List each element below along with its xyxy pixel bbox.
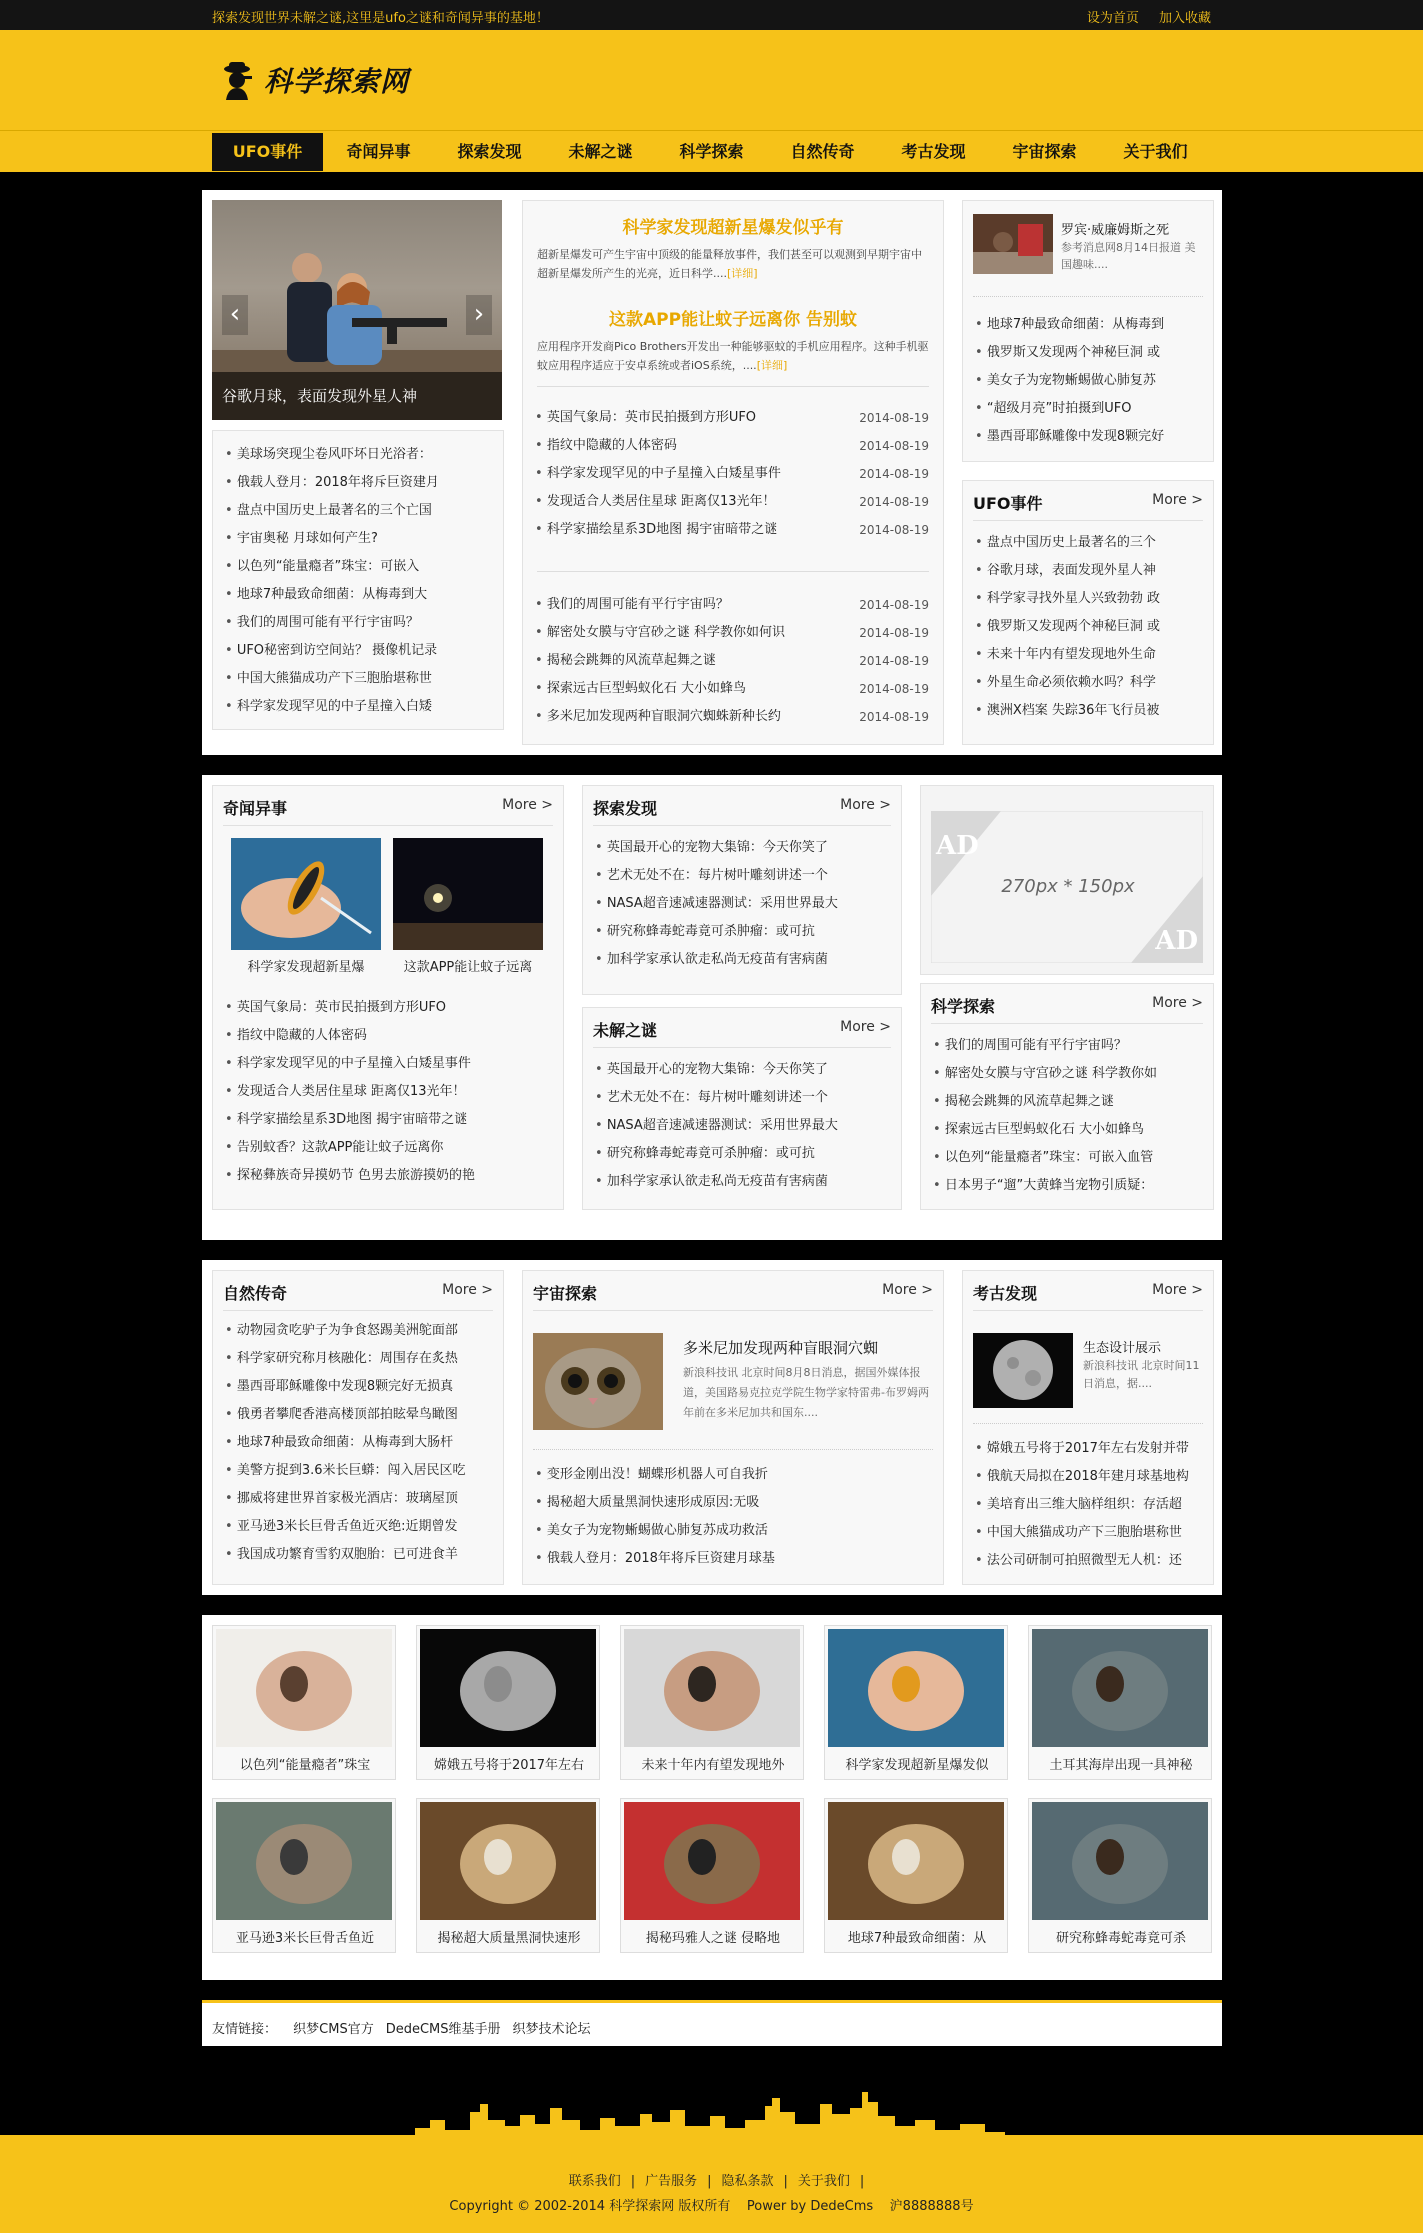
yuzhou-more-link[interactable]: More > [882, 1282, 933, 1298]
yuzhou-title: 宇宙探索 [533, 1284, 598, 1303]
footer-link[interactable]: 关于我们 [797, 2174, 850, 2189]
headline-desc [537, 245, 931, 283]
headline-box [522, 200, 944, 745]
city-skyline [0, 2090, 1423, 2136]
list-item[interactable]: • 以色列“能量瘾者”珠宝：可嵌入血管 [933, 1144, 1203, 1172]
list-item-title[interactable]: 多米尼加发现两种盲眼洞穴蜘蛛新种长约 [546, 709, 781, 724]
list-item[interactable]: • 美女子为宠物蜥蜴做心肺复苏 [975, 367, 1203, 395]
footer-link[interactable]: 隐私条款 [721, 2174, 774, 2189]
headline-more-link[interactable]: [详细] [756, 359, 788, 372]
weijie-box [582, 1007, 902, 1210]
list-item[interactable]: • 挪威将建世界首家极光酒店：玻璃屋顶 [225, 1485, 493, 1513]
list-item[interactable] [535, 703, 929, 731]
slider[interactable] [212, 200, 502, 420]
list-item[interactable]: • 艺术无处不在：每片树叶雕刻讲述一个 [595, 1084, 891, 1112]
gallery-caption[interactable]: 研究称蜂毒蛇毒竟可杀 [1055, 1931, 1186, 1946]
gallery-image [216, 1802, 392, 1920]
list-item-date: • 2014-08-19 [859, 411, 929, 425]
gallery-item[interactable] [212, 1798, 396, 1953]
gallery-item[interactable] [1028, 1798, 1212, 1953]
list-item[interactable] [535, 488, 929, 516]
gallery-item[interactable] [620, 1625, 804, 1780]
footer [0, 2135, 1423, 2233]
gallery-item[interactable] [824, 1625, 1008, 1780]
qiwen-pic-2[interactable] [393, 838, 543, 950]
gallery-caption[interactable]: 土耳其海岸出现一具神秘 [1049, 1758, 1193, 1773]
footer-link[interactable]: 广告服务 [645, 2174, 698, 2189]
gallery-image [828, 1629, 1004, 1747]
slider-prev-icon[interactable]: ‹ [222, 295, 248, 335]
gallery-item[interactable] [212, 1625, 396, 1780]
nav-item[interactable]: UFO事件 [212, 133, 323, 171]
tansuo-box [582, 785, 902, 995]
nav-item[interactable]: 考古发现 [901, 142, 966, 161]
gallery-image [1032, 1629, 1208, 1747]
kaogu-feature-image[interactable] [973, 1333, 1073, 1408]
gallery-caption[interactable]: 地球7种最致命细菌：从 [847, 1931, 987, 1946]
list-item[interactable]: • 科学家发现罕见的中子星撞入白矮星事件 [225, 1050, 553, 1078]
qiwen-caption-1[interactable]: 科学家发现超新星爆 [247, 960, 365, 975]
list-item[interactable]: • 我国成功繁育雪豹双胞胎：已可进食羊 [225, 1541, 493, 1569]
list-item-date: • 2014-08-19 [859, 598, 929, 612]
list-item[interactable]: • 外星生命必须依赖水吗？科学 [975, 669, 1203, 697]
list-item[interactable]: • 美警方捉到3.6米长巨蟒：闯入居民区吃 [225, 1457, 493, 1485]
list-item[interactable]: • 以色列“能量瘾者”珠宝：可嵌入 [225, 553, 493, 581]
list-item[interactable] [535, 675, 929, 703]
list-item[interactable]: • 地球7种最致命细菌：从梅毒到大肠杆 [225, 1429, 493, 1457]
footer-link[interactable]: 联系我们 [568, 2174, 621, 2189]
gallery-caption[interactable]: 未来十年内有望发现地外 [641, 1758, 785, 1773]
kaogu-feature-desc: 新浪科技讯 北京时间11日消息，据.... [1083, 1359, 1200, 1390]
friend-link[interactable]: DedeCMS维基手册 [385, 2022, 501, 2037]
list-item[interactable]: • 中国大熊猫成功产下三胞胎堪称世 [225, 665, 493, 693]
list-item[interactable]: • 俄罗斯又发现两个神秘巨洞 或 [975, 613, 1203, 641]
ziran-more-link[interactable]: More > [442, 1282, 493, 1298]
friend-links-label: 友情链接： [212, 2022, 278, 2037]
list-item-title[interactable]: 指纹中隐藏的人体密码 [546, 438, 677, 453]
list-item[interactable]: • 我们的周围可能有平行宇宙吗？ [225, 609, 493, 637]
nav-item[interactable]: 关于我们 [1123, 142, 1188, 161]
add-favorite-link[interactable]: 加入收藏 [1158, 11, 1211, 26]
list-item[interactable]: • 盘点中国历史上最著名的三个亡国 [225, 497, 493, 525]
section-3 [202, 1260, 1222, 1595]
list-item[interactable]: • 美女子为宠物蜥蜴做心肺复苏成功救活 [535, 1517, 933, 1545]
list-item[interactable]: • 未来十年内有望发现地外生命 [975, 641, 1203, 669]
right-top-desc: 参考消息网8月14日报道 美国趣味.... [1061, 241, 1196, 271]
ufo-more-link[interactable]: More > [1152, 492, 1203, 508]
ad-size-text: 270px * 150px [1001, 876, 1135, 897]
nav-item[interactable]: 宇宙探索 [1012, 142, 1077, 161]
gallery-caption[interactable]: 揭秘玛雅人之谜 侵略地 [645, 1931, 781, 1946]
yuzhou-feature-image[interactable] [533, 1333, 663, 1430]
right-top-box [962, 200, 1214, 462]
list-item-title[interactable]: 发现适合人类居住星球 距离仅13光年！ [546, 494, 776, 509]
gallery-item[interactable] [1028, 1625, 1212, 1780]
headline-title[interactable]: 这款APP能让蚊子远离你 告别蚊 [609, 310, 857, 330]
ziran-title: 自然传奇 [223, 1284, 288, 1303]
site-slogan: 探索发现世界未解之谜,这里是ufo之谜和奇闻异事的基地！ [212, 11, 549, 26]
headline-title[interactable]: 科学家发现超新星爆发似乎有 [622, 218, 844, 238]
set-home-link[interactable]: 设为首页 [1086, 11, 1139, 26]
weijie-more-link[interactable]: More > [840, 1019, 891, 1035]
list-item[interactable]: • 英国最开心的宠物大集锦：今天你笑了 [595, 834, 891, 862]
right-top-thumb[interactable] [973, 214, 1053, 274]
list-item[interactable]: • 美球场突现尘卷风吓坏日光浴者： [225, 441, 493, 469]
list-item[interactable]: • 俄载人登月：2018年将斥巨资建月 [225, 469, 493, 497]
list-item[interactable]: • 墨西哥耶稣雕像中发现8颗完好 [975, 423, 1203, 451]
list-item[interactable] [535, 591, 929, 619]
list-item-date: • 2014-08-19 [859, 523, 929, 537]
nav-item[interactable]: 未解之谜 [568, 142, 633, 161]
nav-item[interactable]: 科学探索 [679, 142, 744, 161]
ufo-title: UFO事件 [973, 494, 1043, 513]
list-item[interactable]: • 澳洲X档案 失踪36年飞行员被 [975, 697, 1203, 725]
list-item[interactable]: • 科学家寻找外星人兴致勃勃 政 [975, 585, 1203, 613]
detective-icon [220, 60, 254, 100]
list-item[interactable]: • 英国气象局：英市民拍摄到方形UFO [225, 994, 553, 1022]
headline-desc-text: 应用程序开发商Pico Brothers开发出一种能够驱蚊的手机应用程序。这种手机驱蚊应用程序适应于安卓系统或者iOS系统，.... [537, 340, 929, 372]
list-item-title[interactable]: 探索远古巨型蚂蚁化石 大小如蜂鸟 [546, 681, 746, 696]
list-item-title[interactable]: 解密处女膜与守宫砂之谜 科学教你如何识 [546, 625, 785, 640]
list-item[interactable]: • 科学家发现罕见的中子星撞入白矮 [225, 693, 493, 721]
friend-link[interactable]: 织梦CMS官方 [293, 2022, 374, 2037]
list-item[interactable]: • “超级月亮”时拍摄到UFO [975, 395, 1203, 423]
footer-separator: | [783, 2174, 788, 2189]
list-item-date: • 2014-08-19 [859, 682, 929, 696]
list-item-date: • 2014-08-19 [859, 495, 929, 509]
ziran-box [212, 1270, 504, 1585]
gallery-item[interactable] [416, 1798, 600, 1953]
kexue-box [920, 983, 1214, 1210]
list-item-title[interactable]: 我们的周围可能有平行宇宙吗？ [546, 597, 729, 612]
tansuo-more-link[interactable]: More > [840, 797, 891, 813]
list-item[interactable]: • 研究称蜂毒蛇毒竟可杀肿瘤：或可抗 [595, 918, 891, 946]
nav-item[interactable]: 自然传奇 [790, 142, 855, 161]
list-item-title[interactable]: 英国气象局：英市民拍摄到方形UFO [546, 410, 757, 425]
list-item[interactable]: • 揭秘会跳舞的风流草起舞之谜 [933, 1088, 1203, 1116]
list-item[interactable]: • 动物园贪吃驴子为争食怒踢美洲鸵面部 [225, 1317, 493, 1345]
list-item[interactable]: • 亚马逊3米长巨骨舌鱼近灭绝:近期曾发 [225, 1513, 493, 1541]
list-item[interactable]: • NASA超音速减速器测试：采用世界最大 [595, 890, 891, 918]
slider-next-icon[interactable]: › [466, 295, 492, 335]
friend-link[interactable]: 织梦技术论坛 [512, 2022, 591, 2037]
qiwen-pic-1[interactable] [231, 838, 381, 950]
qiwen-box [212, 785, 564, 1210]
ufo-box [962, 480, 1214, 745]
copyright: Copyright © 2002-2014 科学探索网 版权所有 Power by DedeCms 沪8888888号 [449, 2199, 974, 2214]
list-item[interactable]: • 科学家描绘星系3D地图 揭宇宙暗带之谜 [225, 1106, 553, 1134]
gallery-image [624, 1802, 800, 1920]
top-bar [0, 0, 1423, 30]
gallery-item[interactable] [620, 1798, 804, 1953]
left-news-box [212, 430, 504, 730]
qiwen-caption-2[interactable]: 这款APP能让蚊子远离 [403, 960, 533, 975]
list-item[interactable]: • 艺术无处不在：每片树叶雕刻讲述一个 [595, 862, 891, 890]
site-logo[interactable] [220, 60, 409, 100]
list-item[interactable]: • 俄载人登月：2018年将斥巨资建月球基 [535, 1545, 933, 1573]
gallery-image [1032, 1802, 1208, 1920]
gallery-caption[interactable]: 揭秘超大质量黑洞快速形 [437, 1931, 581, 1946]
headline-more-link[interactable]: [详细] [727, 267, 758, 280]
section-featured [202, 190, 1222, 755]
nav-item[interactable]: 探索发现 [457, 142, 522, 161]
kaogu-feature-title[interactable]: 生态设计展示 [1083, 1341, 1162, 1356]
ad-mark-2: AD [1155, 926, 1198, 956]
weijie-title: 未解之谜 [593, 1021, 658, 1040]
ad-box[interactable] [920, 785, 1214, 975]
header [0, 30, 1423, 130]
top-links [1071, 7, 1211, 26]
yuzhou-box [522, 1270, 944, 1585]
list-item[interactable] [535, 460, 929, 488]
kexue-title: 科学探索 [931, 997, 996, 1016]
list-item-title[interactable]: 科学家描绘星系3D地图 揭宇宙暗带之谜 [546, 522, 778, 537]
list-item[interactable]: • 俄航天局拟在2018年建月球基地构 [975, 1463, 1203, 1491]
list-item[interactable]: • 日本男子“遛”大黄蜂当宠物引质疑： [933, 1172, 1203, 1200]
list-item[interactable]: • 中国大熊猫成功产下三胞胎堪称世 [975, 1519, 1203, 1547]
gallery-caption[interactable]: 科学家发现超新星爆发似 [845, 1758, 989, 1773]
kexue-more-link[interactable]: More > [1152, 995, 1203, 1011]
list-item[interactable]: • 嫦娥五号将于2017年左右发射并带 [975, 1435, 1203, 1463]
gallery-image [828, 1802, 1004, 1920]
list-item-title[interactable]: 科学家发现罕见的中子星撞入白矮星事件 [546, 466, 781, 481]
gallery-caption[interactable]: 亚马逊3米长巨骨舌鱼近 [235, 1931, 375, 1946]
gallery-image [420, 1802, 596, 1920]
qiwen-title: 奇闻异事 [223, 799, 288, 818]
footer-separator: | [707, 2174, 712, 2189]
tansuo-title: 探索发现 [593, 799, 658, 818]
list-item[interactable]: • 俄罗斯又发现两个神秘巨洞 或 [975, 339, 1203, 367]
list-item[interactable]: • 科学家研究称月核融化：周围存在炙热 [225, 1345, 493, 1373]
list-item[interactable]: • 研究称蜂毒蛇毒竟可杀肿瘤：或可抗 [595, 1140, 891, 1168]
main-nav [0, 130, 1423, 172]
list-item[interactable]: • 解密处女膜与守宫砂之谜 科学教你如 [933, 1060, 1203, 1088]
list-item[interactable]: • 法公司研制可拍照微型无人机：还 [975, 1547, 1203, 1575]
list-item[interactable]: • 揭秘超大质量黑洞快速形成原因:无吸 [535, 1489, 933, 1517]
gallery-item[interactable] [416, 1625, 600, 1780]
list-item[interactable] [535, 647, 929, 675]
site-name: 科学探索网 [264, 65, 410, 98]
list-item[interactable]: • 墨西哥耶稣雕像中发现8颗完好无损真 [225, 1373, 493, 1401]
list-item-date: • 2014-08-19 [859, 654, 929, 668]
gallery-image [420, 1629, 596, 1747]
section-2 [202, 775, 1222, 1240]
list-item[interactable]: • 英国最开心的宠物大集锦：今天你笑了 [595, 1056, 891, 1084]
list-item[interactable] [535, 516, 929, 544]
list-item[interactable]: • UFO秘密到访空间站？ 摄像机记录 [225, 637, 493, 665]
section-gallery [202, 1615, 1222, 1980]
list-item-date: • 2014-08-19 [859, 439, 929, 453]
footer-separator: | [859, 2174, 865, 2189]
right-top-title[interactable]: 罗宾·威廉姆斯之死 [1061, 223, 1170, 238]
list-item[interactable] [535, 432, 929, 460]
list-item-date: • 2014-08-19 [859, 710, 929, 724]
list-item[interactable]: • 谷歌月球，表面发现外星人神 [975, 557, 1203, 585]
list-item[interactable]: • 发现适合人类居住星球 距离仅13光年！ [225, 1078, 553, 1106]
kaogu-title: 考古发现 [973, 1284, 1038, 1303]
yuzhou-feature-desc: 新浪科技讯 北京时间8月8日消息，据国外媒体报道，美国路易克拉克学院生物学家特雷弗-布罗姆两年前在多米尼加共和国东.... [683, 1366, 929, 1419]
list-item[interactable]: • 加科学家承认欲走私尚无疫苗有害病菌 [595, 1168, 891, 1196]
list-item[interactable]: • 指纹中隐藏的人体密码 [225, 1022, 553, 1050]
list-item[interactable]: • 盘点中国历史上最著名的三个 [975, 529, 1203, 557]
list-item[interactable]: • 美培育出三维大脑样组织：存活超 [975, 1491, 1203, 1519]
list-item[interactable]: • 地球7种最致命细菌：从梅毒到大 [225, 581, 493, 609]
list-item[interactable]: • 俄勇者攀爬香港高楼顶部拍眩晕鸟瞰图 [225, 1401, 493, 1429]
kaogu-more-link[interactable]: More > [1152, 1282, 1203, 1298]
list-item[interactable]: • 地球7种最致命细菌：从梅毒到 [975, 311, 1203, 339]
qiwen-more-link[interactable]: More > [502, 797, 553, 813]
friend-links [202, 2000, 1222, 2046]
list-item[interactable]: • NASA超音速减速器测试：采用世界最大 [595, 1112, 891, 1140]
footer-separator: | [630, 2174, 636, 2189]
gallery-image [624, 1629, 800, 1747]
gallery-image [216, 1629, 392, 1747]
list-item[interactable] [535, 619, 929, 647]
yuzhou-feature-title[interactable]: 多米尼加发现两种盲眼洞穴蜘 [683, 1339, 879, 1357]
kaogu-box [962, 1270, 1214, 1585]
list-item[interactable]: • 宇宙奥秘 月球如何产生? [225, 525, 493, 553]
gallery-item[interactable] [824, 1798, 1008, 1953]
headline-desc [537, 337, 931, 375]
list-item-date: • 2014-08-19 [859, 626, 929, 640]
list-item-date: • 2014-08-19 [859, 467, 929, 481]
list-item[interactable]: • 加科学家承认欲走私尚无疫苗有害病菌 [595, 946, 891, 974]
list-item[interactable] [535, 404, 929, 432]
list-item[interactable]: • 变形金刚出没！蝴蝶形机器人可自我折 [535, 1461, 933, 1489]
slider-caption[interactable]: 谷歌月球，表面发现外星人神 [212, 372, 502, 420]
gallery-caption[interactable]: 嫦娥五号将于2017年左右 [433, 1758, 585, 1773]
list-item[interactable]: • 我们的周围可能有平行宇宙吗？ [933, 1032, 1203, 1060]
ad-mark-1: AD [936, 831, 979, 861]
list-item-title[interactable]: 揭秘会跳舞的风流草起舞之谜 [546, 653, 716, 668]
headline-desc-text: 超新星爆发可产生宇宙中顶级的能量释放事件，我们甚至可以观测到早期宇宙中超新星爆发所产生的光亮，近日科学.... [537, 248, 922, 280]
list-item[interactable]: • 告别蚊香？这款APP能让蚊子远离你 [225, 1134, 553, 1162]
nav-item[interactable]: 奇闻异事 [346, 142, 411, 161]
list-item[interactable]: • 探索远古巨型蚂蚁化石 大小如蜂鸟 [933, 1116, 1203, 1144]
gallery-caption[interactable]: 以色列“能量瘾者”珠宝 [239, 1758, 371, 1773]
list-item[interactable]: • 探秘彝族奇异摸奶节 色男去旅游摸奶的艳 [225, 1162, 553, 1190]
